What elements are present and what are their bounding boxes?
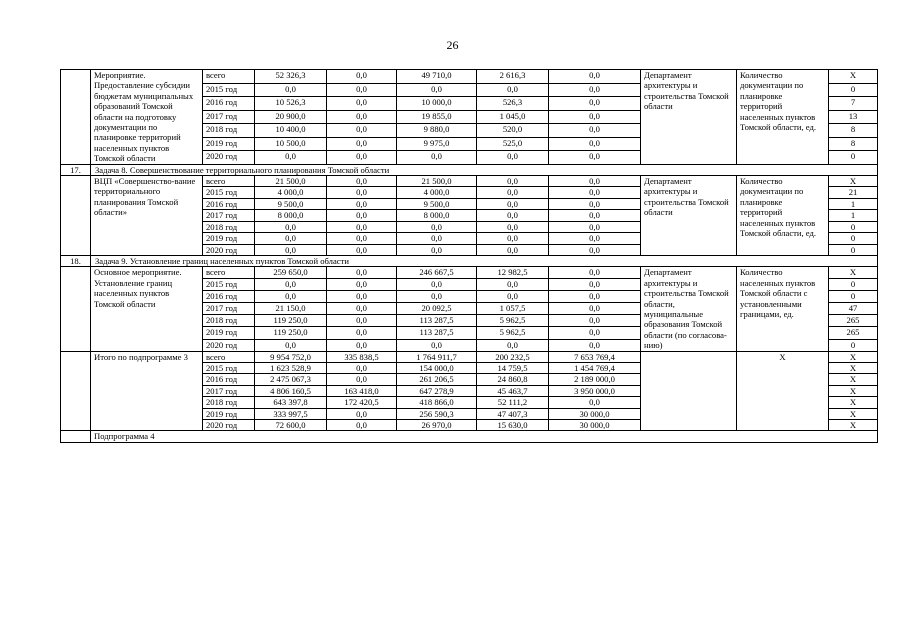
executor-cell: Департамент архитектуры и строительства Томской области [641, 176, 737, 256]
indicator-value: 0 [829, 244, 878, 255]
total-cell: 0,0 [255, 279, 327, 291]
total-cell: 2 475 067,3 [255, 374, 327, 385]
activity-name: Итого по подпрограмме 3 [91, 351, 203, 431]
extrabudget-cell: 0,0 [549, 327, 641, 339]
total-cell: 10 500,0 [255, 137, 327, 151]
period-cell: 2016 год [203, 97, 255, 111]
total-cell: 21 500,0 [255, 176, 327, 187]
extrabudget-cell: 0,0 [549, 279, 641, 291]
total-cell: 0,0 [255, 233, 327, 244]
total-cell: 643 397,8 [255, 397, 327, 408]
period-cell: 2018 год [203, 124, 255, 138]
total-cell: 1 623 528,9 [255, 362, 327, 373]
local-cell: 0,0 [477, 291, 549, 303]
regional-cell: 0,0 [397, 151, 477, 165]
total-cell: 4 000,0 [255, 187, 327, 198]
regional-cell: 0,0 [397, 83, 477, 97]
extrabudget-cell: 0,0 [549, 124, 641, 138]
period-cell: 2017 год [203, 110, 255, 124]
local-cell: 0,0 [477, 210, 549, 221]
period-cell: 2015 год [203, 362, 255, 373]
total-cell: 9 954 752,0 [255, 351, 327, 362]
indicator-value: 0 [829, 339, 878, 351]
executor-cell: Департамент архитектуры и строительства Томской области [641, 70, 737, 165]
local-cell: 47 407,3 [477, 408, 549, 419]
regional-cell: 9 880,0 [397, 124, 477, 138]
period-cell: 2017 год [203, 385, 255, 396]
local-cell: 1 045,0 [477, 110, 549, 124]
extrabudget-cell: 1 454 769,4 [549, 362, 641, 373]
regional-cell: 0,0 [397, 279, 477, 291]
extrabudget-cell: 0,0 [549, 339, 641, 351]
activity-name: Мероприятие. Предоставление субсидии бюджетам муниципальных образований Томской области на подготовку документации по планировке территорий населенных пунктов Томской области [91, 70, 203, 165]
local-cell: 1 057,5 [477, 303, 549, 315]
local-cell: 12 982,5 [477, 267, 549, 279]
total-cell: 0,0 [255, 151, 327, 165]
federal-cell: 172 420,5 [327, 397, 397, 408]
total-cell: 10 526,3 [255, 97, 327, 111]
extrabudget-cell: 0,0 [549, 267, 641, 279]
total-cell: 0,0 [255, 244, 327, 255]
federal-cell: 0,0 [327, 267, 397, 279]
indicator-value: X [829, 408, 878, 419]
local-cell: 520,0 [477, 124, 549, 138]
local-cell: 45 463,7 [477, 385, 549, 396]
extrabudget-cell: 0,0 [549, 221, 641, 232]
regional-cell: 26 970,0 [397, 420, 477, 431]
activity-name: ВЦП «Совершенство-вание территориального планирования Томской области» [91, 176, 203, 256]
task-title: Задача 9. Установление границ населенных пунктов Томской области [91, 255, 878, 266]
indicator-value: X [829, 420, 878, 431]
page-number: 26 [446, 38, 459, 52]
federal-cell: 0,0 [327, 124, 397, 138]
extrabudget-cell: 0,0 [549, 187, 641, 198]
federal-cell: 0,0 [327, 83, 397, 97]
indicator-value: 47 [829, 303, 878, 315]
total-cell: 4 806 160,5 [255, 385, 327, 396]
period-cell: 2019 год [203, 327, 255, 339]
row-number-cell [61, 267, 91, 351]
period-cell: всего [203, 267, 255, 279]
federal-cell: 0,0 [327, 110, 397, 124]
period-cell: 2018 год [203, 221, 255, 232]
extrabudget-cell: 0,0 [549, 303, 641, 315]
regional-cell: 1 764 911,7 [397, 351, 477, 362]
regional-cell: 154 000,0 [397, 362, 477, 373]
extrabudget-cell: 0,0 [549, 210, 641, 221]
indicator-value: 0 [829, 291, 878, 303]
federal-cell: 0,0 [327, 198, 397, 209]
indicator-value: 7 [829, 97, 878, 111]
local-cell: 0,0 [477, 198, 549, 209]
total-cell: 119 250,0 [255, 315, 327, 327]
period-cell: 2020 год [203, 244, 255, 255]
federal-cell: 0,0 [327, 374, 397, 385]
executor-cell [641, 351, 737, 431]
extrabudget-cell: 0,0 [549, 315, 641, 327]
total-cell: 72 600,0 [255, 420, 327, 431]
regional-cell: 9 500,0 [397, 198, 477, 209]
indicator-value: X [829, 385, 878, 396]
subprogram-title: Подпрограмма 4 [91, 431, 878, 442]
federal-cell: 0,0 [327, 176, 397, 187]
extrabudget-cell: 0,0 [549, 70, 641, 84]
subprogram-table [60, 69, 878, 443]
federal-cell: 0,0 [327, 221, 397, 232]
total-cell: 333 997,5 [255, 408, 327, 419]
indicator-value: 21 [829, 187, 878, 198]
total-cell: 52 326,3 [255, 70, 327, 84]
indicator-value: 0 [829, 279, 878, 291]
extrabudget-cell: 0,0 [549, 397, 641, 408]
indicator-value: X [829, 397, 878, 408]
regional-cell: 647 278,9 [397, 385, 477, 396]
total-cell: 259 650,0 [255, 267, 327, 279]
table-row [61, 70, 878, 84]
federal-cell: 0,0 [327, 244, 397, 255]
activity-name: Основное мероприятие. Установление границ населенных пунктов Томской области [91, 267, 203, 351]
federal-cell: 0,0 [327, 420, 397, 431]
regional-cell: 0,0 [397, 291, 477, 303]
federal-cell: 0,0 [327, 97, 397, 111]
regional-cell: 4 000,0 [397, 187, 477, 198]
federal-cell: 0,0 [327, 233, 397, 244]
indicator-value: 8 [829, 124, 878, 138]
indicator-name: X [737, 351, 829, 431]
federal-cell: 0,0 [327, 279, 397, 291]
indicator-value: 1 [829, 210, 878, 221]
period-cell: 2015 год [203, 279, 255, 291]
extrabudget-cell: 0,0 [549, 151, 641, 165]
regional-cell: 261 206,5 [397, 374, 477, 385]
indicator-value: X [829, 176, 878, 187]
table-body [61, 70, 878, 443]
period-cell: всего [203, 351, 255, 362]
regional-cell: 10 000,0 [397, 97, 477, 111]
federal-cell: 163 418,0 [327, 385, 397, 396]
local-cell: 0,0 [477, 221, 549, 232]
indicator-value: 0 [829, 83, 878, 97]
period-cell: 2016 год [203, 291, 255, 303]
row-number: 17. [61, 164, 91, 175]
local-cell: 0,0 [477, 233, 549, 244]
regional-cell: 113 287,5 [397, 315, 477, 327]
regional-cell: 9 975,0 [397, 137, 477, 151]
local-cell: 24 860,8 [477, 374, 549, 385]
indicator-value: 13 [829, 110, 878, 124]
indicator-value: X [829, 351, 878, 362]
period-cell: 2020 год [203, 339, 255, 351]
task-header-row [61, 164, 878, 175]
period-cell: 2018 год [203, 315, 255, 327]
federal-cell: 0,0 [327, 362, 397, 373]
period-cell: 2016 год [203, 374, 255, 385]
indicator-value: 0 [829, 221, 878, 232]
row-number-cell [61, 176, 91, 256]
task-title: Задача 8. Совершенствование территориального планирования Томской области [91, 164, 878, 175]
indicator-value: X [829, 70, 878, 84]
local-cell: 0,0 [477, 339, 549, 351]
total-cell: 0,0 [255, 339, 327, 351]
regional-cell: 0,0 [397, 221, 477, 232]
extrabudget-cell: 3 950 000,0 [549, 385, 641, 396]
federal-cell: 0,0 [327, 291, 397, 303]
table-row [61, 176, 878, 187]
local-cell: 52 111,2 [477, 397, 549, 408]
local-cell: 0,0 [477, 176, 549, 187]
indicator-value: X [829, 362, 878, 373]
local-cell: 0,0 [477, 279, 549, 291]
extrabudget-cell: 30 000,0 [549, 420, 641, 431]
federal-cell: 0,0 [327, 137, 397, 151]
row-number: 18. [61, 255, 91, 266]
regional-cell: 49 710,0 [397, 70, 477, 84]
federal-cell: 335 838,5 [327, 351, 397, 362]
indicator-name: Количество населенных пунктов Томской области с установленными границами, ед. [737, 267, 829, 351]
local-cell: 5 962,5 [477, 315, 549, 327]
local-cell: 525,0 [477, 137, 549, 151]
extrabudget-cell: 7 653 769,4 [549, 351, 641, 362]
indicator-name: Количество документации по планировке территорий населенных пунктов Томской области, ед. [737, 70, 829, 165]
local-cell: 2 616,3 [477, 70, 549, 84]
extrabudget-cell: 0,0 [549, 233, 641, 244]
indicator-value: 0 [829, 233, 878, 244]
period-cell: 2019 год [203, 408, 255, 419]
period-cell: 2017 год [203, 210, 255, 221]
total-cell: 0,0 [255, 291, 327, 303]
table-row [61, 351, 878, 362]
extrabudget-cell: 0,0 [549, 291, 641, 303]
period-cell: 2018 год [203, 397, 255, 408]
period-cell: 2020 год [203, 420, 255, 431]
federal-cell: 0,0 [327, 70, 397, 84]
total-cell: 20 900,0 [255, 110, 327, 124]
total-cell: 9 500,0 [255, 198, 327, 209]
extrabudget-cell: 2 189 000,0 [549, 374, 641, 385]
regional-cell: 246 667,5 [397, 267, 477, 279]
period-cell: 2019 год [203, 137, 255, 151]
total-cell: 21 150,0 [255, 303, 327, 315]
extrabudget-cell: 0,0 [549, 83, 641, 97]
regional-cell: 0,0 [397, 233, 477, 244]
extrabudget-cell: 0,0 [549, 176, 641, 187]
executor-cell: Департамент архитектуры и строительства Томской области, муниципальные образования Томской области (по согласова-нию) [641, 267, 737, 351]
local-cell: 0,0 [477, 187, 549, 198]
federal-cell: 0,0 [327, 187, 397, 198]
row-number-cell [61, 431, 91, 442]
indicator-value: 0 [829, 151, 878, 165]
federal-cell: 0,0 [327, 210, 397, 221]
local-cell: 526,3 [477, 97, 549, 111]
regional-cell: 0,0 [397, 339, 477, 351]
federal-cell: 0,0 [327, 315, 397, 327]
extrabudget-cell: 0,0 [549, 110, 641, 124]
total-cell: 0,0 [255, 83, 327, 97]
regional-cell: 0,0 [397, 244, 477, 255]
extrabudget-cell: 0,0 [549, 97, 641, 111]
regional-cell: 21 500,0 [397, 176, 477, 187]
regional-cell: 418 866,0 [397, 397, 477, 408]
regional-cell: 256 590,3 [397, 408, 477, 419]
task-header-row [61, 255, 878, 266]
extrabudget-cell: 0,0 [549, 137, 641, 151]
regional-cell: 113 287,5 [397, 327, 477, 339]
federal-cell: 0,0 [327, 303, 397, 315]
local-cell: 14 759,5 [477, 362, 549, 373]
local-cell: 0,0 [477, 151, 549, 165]
period-cell: 2019 год [203, 233, 255, 244]
total-cell: 10 400,0 [255, 124, 327, 138]
total-cell: 8 000,0 [255, 210, 327, 221]
extrabudget-cell: 30 000,0 [549, 408, 641, 419]
period-cell: 2015 год [203, 187, 255, 198]
local-cell: 0,0 [477, 83, 549, 97]
subprogram-4-row [61, 431, 878, 442]
period-cell: всего [203, 70, 255, 84]
regional-cell: 20 092,5 [397, 303, 477, 315]
local-cell: 15 630,0 [477, 420, 549, 431]
federal-cell: 0,0 [327, 408, 397, 419]
period-cell: 2017 год [203, 303, 255, 315]
indicator-value: 265 [829, 315, 878, 327]
extrabudget-cell: 0,0 [549, 244, 641, 255]
indicator-value: 8 [829, 137, 878, 151]
table-row [61, 267, 878, 279]
indicator-value: X [829, 374, 878, 385]
total-cell: 119 250,0 [255, 327, 327, 339]
indicator-value: X [829, 267, 878, 279]
regional-cell: 19 855,0 [397, 110, 477, 124]
federal-cell: 0,0 [327, 339, 397, 351]
period-cell: 2016 год [203, 198, 255, 209]
total-cell: 0,0 [255, 221, 327, 232]
period-cell: всего [203, 176, 255, 187]
period-cell: 2020 год [203, 151, 255, 165]
local-cell: 0,0 [477, 244, 549, 255]
indicator-name: Количество документации по планировке территорий населенных пунктов Томской области, ед. [737, 176, 829, 256]
indicator-value: 265 [829, 327, 878, 339]
row-number-cell [61, 351, 91, 431]
federal-cell: 0,0 [327, 151, 397, 165]
indicator-value: 1 [829, 198, 878, 209]
regional-cell: 8 000,0 [397, 210, 477, 221]
local-cell: 5 962,5 [477, 327, 549, 339]
extrabudget-cell: 0,0 [549, 198, 641, 209]
period-cell: 2015 год [203, 83, 255, 97]
row-number-cell [61, 70, 91, 165]
federal-cell: 0,0 [327, 327, 397, 339]
local-cell: 200 232,5 [477, 351, 549, 362]
